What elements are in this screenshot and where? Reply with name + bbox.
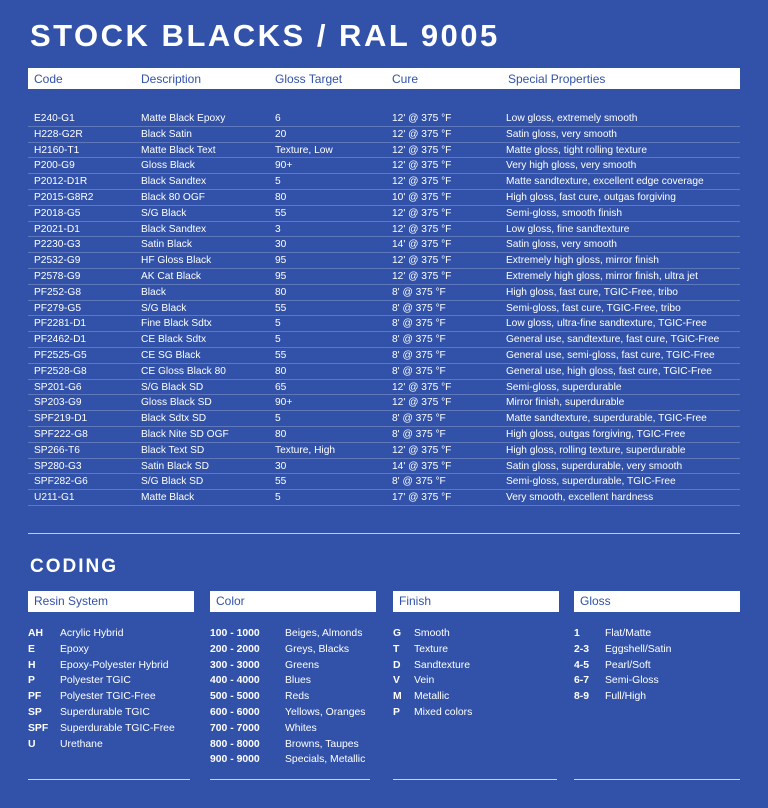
table-row (28, 111, 740, 127)
cure-cell: 12' @ 375 °F (392, 160, 452, 172)
description-cell: S/G Black SD (141, 381, 204, 393)
cure-cell: 8' @ 375 °F (392, 428, 446, 440)
gloss-target-cell: 90+ (275, 160, 293, 172)
code-cell: PF2525-G5 (34, 349, 87, 361)
cure-cell: 14' @ 375 °F (392, 460, 452, 472)
legend-color (210, 591, 376, 768)
gloss-target-cell: Texture, High (275, 444, 336, 456)
cure-cell: 12' @ 375 °F (392, 270, 452, 282)
description-cell: HF Gloss Black (141, 255, 212, 267)
cure-cell: 8' @ 375 °F (392, 413, 446, 425)
legend-code: U (28, 738, 36, 750)
code-cell: P2012-D1R (34, 176, 88, 188)
product-table-body (28, 111, 740, 506)
table-row (28, 332, 740, 348)
description-cell: S/G Black (141, 302, 187, 314)
code-cell: U211-G1 (34, 492, 75, 504)
legend-meaning: Greens (285, 659, 320, 671)
gloss-target-cell: 80 (275, 191, 287, 203)
table-row (28, 190, 740, 206)
code-cell: P2230-G3 (34, 239, 81, 251)
gloss-target-cell: 55 (275, 349, 287, 361)
legend-divider (574, 779, 740, 780)
legend-meaning: Browns, Taupes (285, 738, 359, 750)
description-cell: Black Sandtex (141, 223, 207, 235)
code-cell: SPF222-G8 (34, 428, 88, 440)
table-row (28, 237, 740, 253)
page-title: STOCK BLACKS / RAL 9005 (30, 18, 500, 53)
gloss-target-cell: 80 (275, 365, 287, 377)
table-row (28, 411, 740, 427)
code-cell: P2015-G8R2 (34, 191, 94, 203)
table-row (28, 253, 740, 269)
gloss-target-cell: 6 (275, 113, 281, 124)
gloss-target-cell: 5 (275, 334, 281, 346)
legend-header-color: Color (210, 591, 376, 612)
table-row (28, 174, 740, 190)
legend-gloss (574, 591, 740, 705)
legend-code: 8-9 (574, 691, 590, 703)
cure-cell: 12' @ 375 °F (392, 444, 452, 456)
code-cell: P2021-D1 (34, 223, 80, 235)
legend-meaning: Whites (285, 722, 317, 734)
code-cell: P200-G9 (34, 160, 75, 172)
code-cell: PF252-G8 (34, 286, 81, 298)
legend-finish (393, 591, 559, 721)
special-properties-cell: Semi-gloss, superdurable (506, 381, 622, 393)
table-row (28, 301, 740, 317)
legend-item (210, 752, 376, 768)
cure-cell: 8' @ 375 °F (392, 318, 446, 330)
legend-meaning: Superdurable TGIC (60, 706, 150, 718)
special-properties-cell: High gloss, outgas forgiving, TGIC-Free (506, 428, 686, 440)
cure-cell: 12' @ 375 °F (392, 176, 452, 188)
description-cell: CE SG Black (141, 349, 201, 361)
column-header-code: Code (34, 72, 63, 86)
legend-meaning: Yellows, Oranges (285, 706, 366, 718)
table-row (28, 395, 740, 411)
legend-code: D (393, 659, 401, 671)
gloss-target-cell: 5 (275, 318, 281, 330)
legend-code: P (28, 675, 35, 687)
legend-meaning: Pearl/Soft (605, 659, 651, 671)
legend-meaning: Semi-Gloss (605, 675, 659, 687)
legend-meaning: Beiges, Almonds (285, 628, 363, 639)
legend-meaning: Eggshell/Satin (605, 643, 672, 655)
code-cell: E240-G1 (34, 113, 75, 124)
legend-divider (393, 779, 557, 780)
legend-item (210, 737, 376, 753)
code-cell: H2160-T1 (34, 144, 80, 156)
gloss-target-cell: 95 (275, 270, 287, 282)
special-properties-cell: Low gloss, extremely smooth (506, 113, 638, 124)
cure-cell: 12' @ 375 °F (392, 113, 452, 124)
code-cell: PF2462-D1 (34, 334, 87, 346)
cure-cell: 12' @ 375 °F (392, 144, 452, 156)
legend-item (393, 626, 559, 642)
gloss-target-cell: 90+ (275, 397, 293, 409)
legend-item (393, 705, 559, 721)
legend-item (28, 626, 194, 642)
table-row (28, 474, 740, 490)
legend-item (28, 658, 194, 674)
coding-title: CODING (30, 556, 118, 577)
legend-code: 4-5 (574, 659, 590, 671)
legend-meaning: Metallic (414, 691, 450, 703)
legend-meaning: Specials, Metallic (285, 754, 366, 766)
legend-item (393, 642, 559, 658)
special-properties-cell: Very smooth, excellent hardness (506, 492, 654, 504)
gloss-target-cell: 80 (275, 286, 287, 298)
description-cell: Fine Black Sdtx (141, 318, 212, 330)
description-cell: Black Sdtx SD (141, 413, 207, 425)
description-cell: CE Gloss Black 80 (141, 365, 226, 377)
legend-meaning: Flat/Matte (605, 628, 652, 639)
cure-cell: 12' @ 375 °F (392, 381, 452, 393)
special-properties-cell: Matte sandtexture, excellent edge coverage (506, 176, 704, 188)
legend-header-resin-system: Resin System (28, 591, 194, 612)
legend-item (28, 737, 194, 753)
special-properties-cell: Satin gloss, very smooth (506, 128, 617, 140)
special-properties-cell: Extremely high gloss, mirror finish (506, 255, 659, 267)
legend-code: 600 - 6000 (210, 706, 260, 718)
description-cell: Matte Black (141, 492, 195, 504)
cure-cell: 17' @ 375 °F (392, 492, 452, 504)
legend-resin-system (28, 591, 194, 752)
column-header-gloss-target: Gloss Target (275, 72, 343, 86)
code-cell: PF2528-G8 (34, 365, 87, 377)
legend-meaning: Full/High (605, 691, 646, 703)
legend-code: 2-3 (574, 643, 590, 655)
special-properties-cell: Semi-gloss, superdurable, TGIC-Free (506, 476, 676, 488)
special-properties-cell: General use, semi-gloss, fast cure, TGIC-Free (506, 349, 715, 361)
table-row (28, 158, 740, 174)
cure-cell: 8' @ 375 °F (392, 334, 446, 346)
gloss-target-cell: 5 (275, 492, 281, 504)
legend-item (393, 689, 559, 705)
legend-meaning: Blues (285, 675, 311, 687)
legend-item (210, 705, 376, 721)
legend-item (210, 673, 376, 689)
cure-cell: 12' @ 375 °F (392, 207, 452, 219)
legend-item (574, 658, 740, 674)
legend-items (574, 626, 740, 705)
special-properties-cell: High gloss, rolling texture, superdurable (506, 444, 686, 456)
cure-cell: 8' @ 375 °F (392, 476, 446, 488)
description-cell: Black Text SD (141, 444, 205, 456)
legend-item (393, 658, 559, 674)
legend-item (28, 642, 194, 658)
cure-cell: 8' @ 375 °F (392, 349, 446, 361)
special-properties-cell: Matte gloss, tight rolling texture (506, 144, 647, 156)
legend-code: P (393, 706, 400, 718)
special-properties-cell: Satin gloss, superdurable, very smooth (506, 460, 683, 472)
gloss-target-cell: 20 (275, 128, 287, 140)
cure-cell: 14' @ 375 °F (392, 239, 452, 251)
gloss-target-cell: 55 (275, 302, 287, 314)
description-cell: Satin Black (141, 239, 192, 251)
gloss-target-cell: 80 (275, 428, 287, 440)
legend-code: 6-7 (574, 675, 590, 687)
legend-code: H (28, 659, 36, 671)
special-properties-cell: General use, sandtexture, fast cure, TGIC-Free (506, 334, 720, 346)
gloss-target-cell: 30 (275, 239, 287, 251)
description-cell: Matte Black Epoxy (141, 113, 226, 124)
legend-item (28, 673, 194, 689)
legend-meaning: Epoxy-Polyester Hybrid (60, 659, 169, 671)
legend-item (210, 626, 376, 642)
legend-code: 800 - 8000 (210, 738, 260, 750)
special-properties-cell: Low gloss, fine sandtexture (506, 223, 630, 235)
description-cell: Matte Black Text (141, 144, 216, 156)
table-row (28, 269, 740, 285)
table-row (28, 222, 740, 238)
description-cell: Black Nite SD OGF (141, 428, 229, 440)
legend-code: M (393, 691, 402, 703)
special-properties-cell: Mirror finish, superdurable (506, 397, 625, 409)
table-row (28, 427, 740, 443)
code-cell: SPF282-G6 (34, 476, 88, 488)
legend-meaning: Texture (414, 643, 449, 655)
legend-items (210, 626, 376, 768)
description-cell: AK Cat Black (141, 270, 202, 282)
legend-code: 300 - 3000 (210, 659, 260, 671)
description-cell: S/G Black SD (141, 476, 204, 488)
cure-cell: 12' @ 375 °F (392, 255, 452, 267)
table-row (28, 459, 740, 475)
description-cell: S/G Black (141, 207, 187, 219)
legend-meaning: Epoxy (60, 643, 89, 655)
table-header (28, 68, 740, 89)
legend-item (574, 626, 740, 642)
legend-code: 500 - 5000 (210, 691, 260, 703)
code-cell: H228-G2R (34, 128, 83, 140)
code-cell: P2018-G5 (34, 207, 81, 219)
cure-cell: 12' @ 375 °F (392, 128, 452, 140)
gloss-target-cell: Texture, Low (275, 144, 333, 156)
table-row (28, 490, 740, 506)
legend-item (28, 721, 194, 737)
code-cell: SP203-G9 (34, 397, 82, 409)
legend-meaning: Acrylic Hybrid (60, 628, 124, 639)
special-properties-cell: Extremely high gloss, mirror finish, ultra jet (506, 270, 698, 282)
gloss-target-cell: 95 (275, 255, 287, 267)
legend-code: PF (28, 691, 42, 703)
code-cell: SP266-T6 (34, 444, 80, 456)
legend-code: G (393, 628, 402, 639)
gloss-target-cell: 3 (275, 223, 281, 235)
legend-meaning: Polyester TGIC-Free (60, 691, 156, 703)
column-header-description: Description (141, 72, 202, 86)
table-row (28, 364, 740, 380)
table-row (28, 285, 740, 301)
legend-item (210, 642, 376, 658)
legend-header-finish: Finish (393, 591, 559, 612)
gloss-target-cell: 55 (275, 207, 287, 219)
legend-meaning: Urethane (60, 738, 103, 750)
code-cell: PF279-G5 (34, 302, 81, 314)
legend-meaning: Reds (285, 691, 310, 703)
code-cell: P2578-G9 (34, 270, 81, 282)
table-row (28, 127, 740, 143)
cure-cell: 8' @ 375 °F (392, 365, 446, 377)
legend-code: SPF (28, 722, 49, 734)
legend-code: V (393, 675, 400, 687)
special-properties-cell: Semi-gloss, smooth finish (506, 207, 623, 219)
gloss-target-cell: 65 (275, 381, 287, 393)
column-header-cure: Cure (392, 72, 419, 86)
legend-meaning: Vein (414, 675, 435, 687)
code-cell: SPF219-D1 (34, 413, 88, 425)
legend-code: SP (28, 706, 42, 718)
code-cell: PF2281-D1 (34, 318, 87, 330)
table-row (28, 443, 740, 459)
column-header-special-properties: Special Properties (508, 72, 606, 86)
description-cell: Black Satin (141, 128, 192, 140)
legend-item (28, 705, 194, 721)
legend-meaning: Polyester TGIC (60, 675, 131, 687)
table-row (28, 143, 740, 159)
legend-code: 200 - 2000 (210, 643, 260, 655)
code-cell: SP280-G3 (34, 460, 82, 472)
legend-code: 1 (574, 628, 580, 639)
gloss-target-cell: 5 (275, 176, 281, 188)
legend-meaning: Sandtexture (414, 659, 471, 671)
special-properties-cell: Very high gloss, very smooth (506, 160, 637, 172)
legend-items (28, 626, 194, 752)
description-cell: Black Sandtex (141, 176, 207, 188)
cure-cell: 8' @ 375 °F (392, 286, 446, 298)
gloss-target-cell: 5 (275, 413, 281, 425)
special-properties-cell: High gloss, fast cure, outgas forgiving (506, 191, 676, 203)
table-row (28, 348, 740, 364)
cure-cell: 12' @ 375 °F (392, 223, 452, 235)
legend-item (210, 689, 376, 705)
table-row (28, 380, 740, 396)
description-cell: Satin Black SD (141, 460, 209, 472)
cure-cell: 12' @ 375 °F (392, 397, 452, 409)
description-cell: Black (141, 286, 166, 298)
legend-item (393, 673, 559, 689)
special-properties-cell: Semi-gloss, fast cure, TGIC-Free, tribo (506, 302, 681, 314)
legend-divider (28, 779, 190, 780)
description-cell: Gloss Black (141, 160, 195, 172)
legend-code: E (28, 643, 35, 655)
special-properties-cell: High gloss, fast cure, TGIC-Free, tribo (506, 286, 678, 298)
code-cell: P2532-G9 (34, 255, 81, 267)
legend-item (574, 673, 740, 689)
cure-cell: 10' @ 375 °F (392, 191, 452, 203)
legend-meaning: Mixed colors (414, 706, 473, 718)
legend-divider (210, 779, 370, 780)
special-properties-cell: Satin gloss, very smooth (506, 239, 617, 251)
legend-items (393, 626, 559, 721)
legend-item (210, 658, 376, 674)
section-divider (28, 533, 740, 534)
legend-code: 700 - 7000 (210, 722, 260, 734)
gloss-target-cell: 55 (275, 476, 287, 488)
legend-item (574, 689, 740, 705)
legend-code: 100 - 1000 (210, 628, 260, 639)
legend-meaning: Smooth (414, 628, 450, 639)
description-cell: CE Black Sdtx (141, 334, 207, 346)
special-properties-cell: Matte sandtexture, superdurable, TGIC-Free (506, 413, 707, 425)
legend-code: 900 - 9000 (210, 754, 260, 766)
legend-item (28, 689, 194, 705)
legend-item (574, 642, 740, 658)
table-row (28, 316, 740, 332)
legend-code: AH (28, 628, 44, 639)
special-properties-cell: General use, high gloss, fast cure, TGIC-Free (506, 365, 712, 377)
legend-code: T (393, 643, 400, 655)
description-cell: Gloss Black SD (141, 397, 212, 409)
legend-meaning: Greys, Blacks (285, 643, 350, 655)
special-properties-cell: Low gloss, ultra-fine sandtexture, TGIC-Free (506, 318, 707, 330)
table-row (28, 206, 740, 222)
gloss-target-cell: 30 (275, 460, 287, 472)
legend-header-gloss: Gloss (574, 591, 740, 612)
legend-code: 400 - 4000 (210, 675, 260, 687)
cure-cell: 8' @ 375 °F (392, 302, 446, 314)
code-cell: SP201-G6 (34, 381, 82, 393)
description-cell: Black 80 OGF (141, 191, 205, 203)
legend-item (210, 721, 376, 737)
legend-meaning: Superdurable TGIC-Free (60, 722, 175, 734)
